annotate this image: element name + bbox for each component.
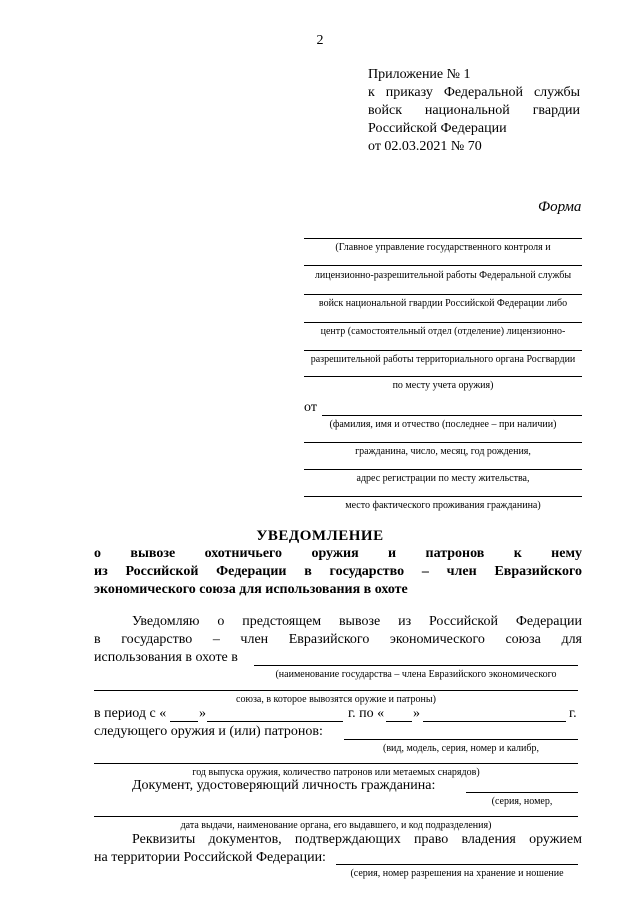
subtitle-line-2: из Российской Федерации в государство – член Евразийского xyxy=(94,564,582,579)
rights-caption: (серия, номер разрешения на хранение и ношение xyxy=(350,868,564,879)
id-doc-input-line[interactable] xyxy=(466,792,578,793)
recipient-caption: войск национальной гвардии Российской Федерации либо xyxy=(318,298,568,309)
weapons-input-line-2[interactable] xyxy=(94,763,578,764)
weapons-input-line[interactable] xyxy=(344,739,578,740)
period-quote-1: » xyxy=(199,706,206,721)
recipient-line-2[interactable] xyxy=(304,265,582,266)
state-input-line[interactable] xyxy=(254,665,578,666)
recipient-caption: по месту учета оружия) xyxy=(392,380,494,391)
period-po: г. по « xyxy=(348,706,385,721)
appendix-country: Российской Федерации xyxy=(368,121,507,136)
sender-line-2[interactable] xyxy=(304,442,582,443)
id-doc-caption: (серия, номер, xyxy=(491,796,553,807)
rights-line-2: на территории Российской Федерации: xyxy=(94,850,326,865)
appendix-date: от 02.03.2021 № 70 xyxy=(368,139,482,154)
recipient-caption: лицензионно-разрешительной работы Федеральной службы xyxy=(314,270,572,281)
recipient-line-4[interactable] xyxy=(304,322,582,323)
appendix-order: к приказу Федеральной службы xyxy=(368,85,580,100)
period-quote-2: » xyxy=(413,706,420,721)
state-caption: (наименование государства – члена Евразийского экономического xyxy=(275,669,557,680)
para1-line-3: использования в охоте в xyxy=(94,650,238,665)
recipient-line-1[interactable] xyxy=(304,238,582,239)
weapons-caption-2: год выпуска оружия, количество патронов или метаемых снарядов) xyxy=(192,767,480,778)
id-doc-label: Документ, удостоверяющий личность гражданина: xyxy=(132,778,436,793)
weapons-label: следующего оружия и (или) патронов: xyxy=(94,724,323,739)
period-end-month-year[interactable] xyxy=(423,721,566,722)
sender-line-1[interactable] xyxy=(322,415,582,416)
page-number: 2 xyxy=(316,33,324,48)
appendix-title: Приложение № 1 xyxy=(368,67,471,82)
form-label: Форма xyxy=(538,199,582,215)
period-prefix: в период с « xyxy=(94,706,167,721)
document-title: УВЕДОМЛЕНИЕ xyxy=(256,528,384,544)
appendix-agency: войск национальной гвардии xyxy=(368,103,580,118)
recipient-caption: центр (самостоятельный отдел (отделение) лицензионно- xyxy=(320,326,566,337)
state-input-line-2[interactable] xyxy=(94,690,578,691)
subtitle-line-1: о вывозе охотничьего оружия и патронов к нему xyxy=(94,546,582,561)
period-end: г. xyxy=(569,706,577,721)
state-caption-2: союза, в которое вывозятся оружие и патроны) xyxy=(236,694,436,705)
period-start-month-year[interactable] xyxy=(207,721,343,722)
rights-line-1: Реквизиты документов, подтверждающих право владения оружием xyxy=(132,832,582,847)
sender-caption: адрес регистрации по месту жительства, xyxy=(356,473,530,484)
id-doc-input-line-2[interactable] xyxy=(94,816,578,817)
period-end-day[interactable] xyxy=(386,721,412,722)
period-start-day[interactable] xyxy=(170,721,198,722)
recipient-caption: разрешительной работы территориального органа Росгвардии xyxy=(310,354,576,365)
recipient-caption: (Главное управление государственного контроля и xyxy=(335,242,551,253)
sender-line-4[interactable] xyxy=(304,496,582,497)
sender-caption: гражданина, число, месяц, год рождения, xyxy=(355,446,531,457)
id-doc-caption-2: дата выдачи, наименование органа, его выдавшего, и код подразделения) xyxy=(180,820,492,831)
from-label: от xyxy=(304,400,317,415)
sender-caption: место фактического проживания гражданина) xyxy=(345,500,541,511)
recipient-line-5[interactable] xyxy=(304,350,582,351)
weapons-caption: (вид, модель, серия, номер и калибр, xyxy=(382,743,539,754)
sender-caption: (фамилия, имя и отчество (последнее – при наличии) xyxy=(329,419,557,430)
recipient-line-3[interactable] xyxy=(304,294,582,295)
para1-line-2: в государство – член Евразийского экономического союза для xyxy=(94,632,582,647)
recipient-line-6[interactable] xyxy=(304,376,582,377)
sender-line-3[interactable] xyxy=(304,469,582,470)
rights-input-line[interactable] xyxy=(336,864,578,865)
para1-line-1: Уведомляю о предстоящем вывозе из Российской Федерации xyxy=(132,614,582,629)
subtitle-line-3: экономического союза для использования в охоте xyxy=(94,582,408,597)
appendix-header xyxy=(368,66,580,156)
